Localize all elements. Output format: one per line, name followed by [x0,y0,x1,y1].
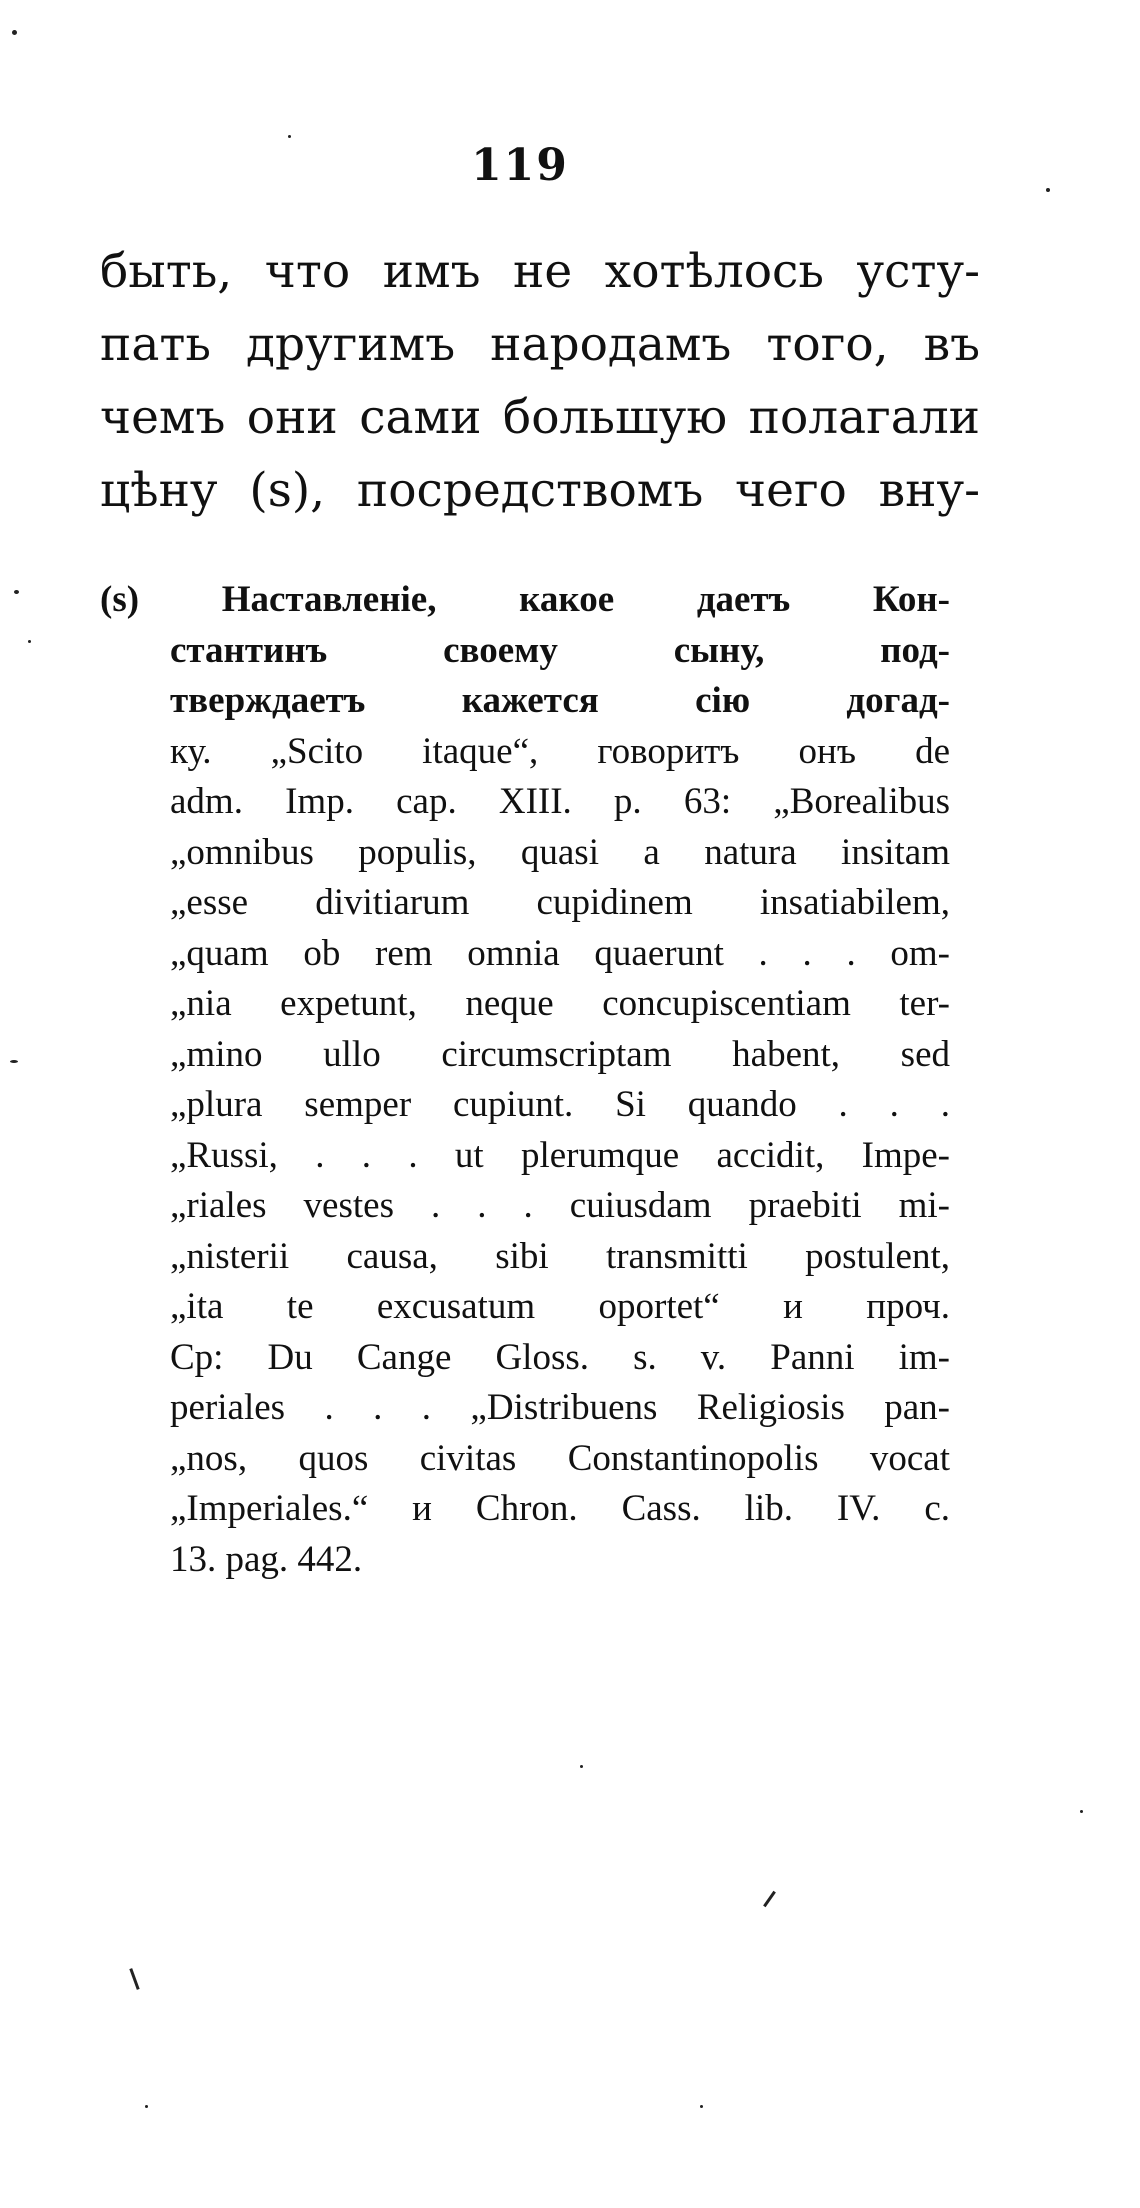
footnote-line: стантинъ своему сыну, под- [170,629,950,671]
footnote-line: „quam ob rem omnia quaerunt . . . om- [170,932,950,974]
scan-speck [700,2105,703,2108]
scan-speck [28,640,31,643]
footnote-line: 13. pag. 442. [170,1538,363,1580]
scan-speck [14,590,19,594]
footnote [100,575,950,1585]
scan-speck [12,30,17,35]
footnote-line: „Imperiales.“ и Chron. Cass. lib. IV. c. [170,1488,950,1529]
body-line: пать другимъ народамъ того, въ [100,317,980,372]
scan-speck [1046,188,1050,192]
footnote-line: „nisterii causa, sibi transmitti postulent, [170,1235,950,1277]
footnote-line: „omnibus populis, quasi a natura insitam [170,831,950,873]
body-line: чемъ они сами большую полагали [100,390,980,445]
footnote-line: „mino ullo circumscriptam habent, sed [170,1033,950,1075]
footnote-line: тверждаетъ кажется сію догад- [170,680,950,721]
scan-stroke [763,1891,776,1907]
scan-speck [10,1060,18,1063]
scan-speck [580,1765,583,1768]
scan-stroke [129,1968,139,1990]
body-text [100,235,980,527]
footnote-line: „Russi, . . . ut plerumque accidit, Impe- [170,1134,950,1176]
footnote-line: adm. Imp. cap. XIII. p. 63: „Borealibus [170,781,950,822]
footnote-line: periales . . . „Distribuens Religiosis pan- [170,1387,950,1428]
body-line: быть, что имъ не хотѣлось усту- [100,244,980,299]
footnote-line: (s) Наставленіе, какое даетъ Кон- [100,579,950,620]
scan-speck [288,135,291,138]
scan-speck [145,2105,148,2108]
footnote-line: „plura semper cupiunt. Si quando . . . [170,1084,950,1125]
footnote-line: „nos, quos civitas Constantinopolis vocat [170,1437,950,1479]
footnote-line: „riales vestes . . . cuiusdam praebiti mi- [170,1185,950,1226]
footnote-line: „esse divitiarum cupidinem insatiabilem, [170,882,950,923]
scan-speck [1080,1810,1083,1813]
footnote-line: „ita te excusatum oportet“ и проч. [170,1286,950,1327]
footnote-line: „nia expetunt, neque concupiscentiam ter- [170,983,950,1024]
footnote-line: ку. „Scito itaque“, говоритъ онъ de [170,730,950,772]
page-number: 119 [471,140,569,191]
footnote-line: Cp: Du Cange Gloss. s. v. Panni im- [170,1336,950,1378]
body-line: цѣну (s), посредствомъ чего вну- [100,463,980,518]
